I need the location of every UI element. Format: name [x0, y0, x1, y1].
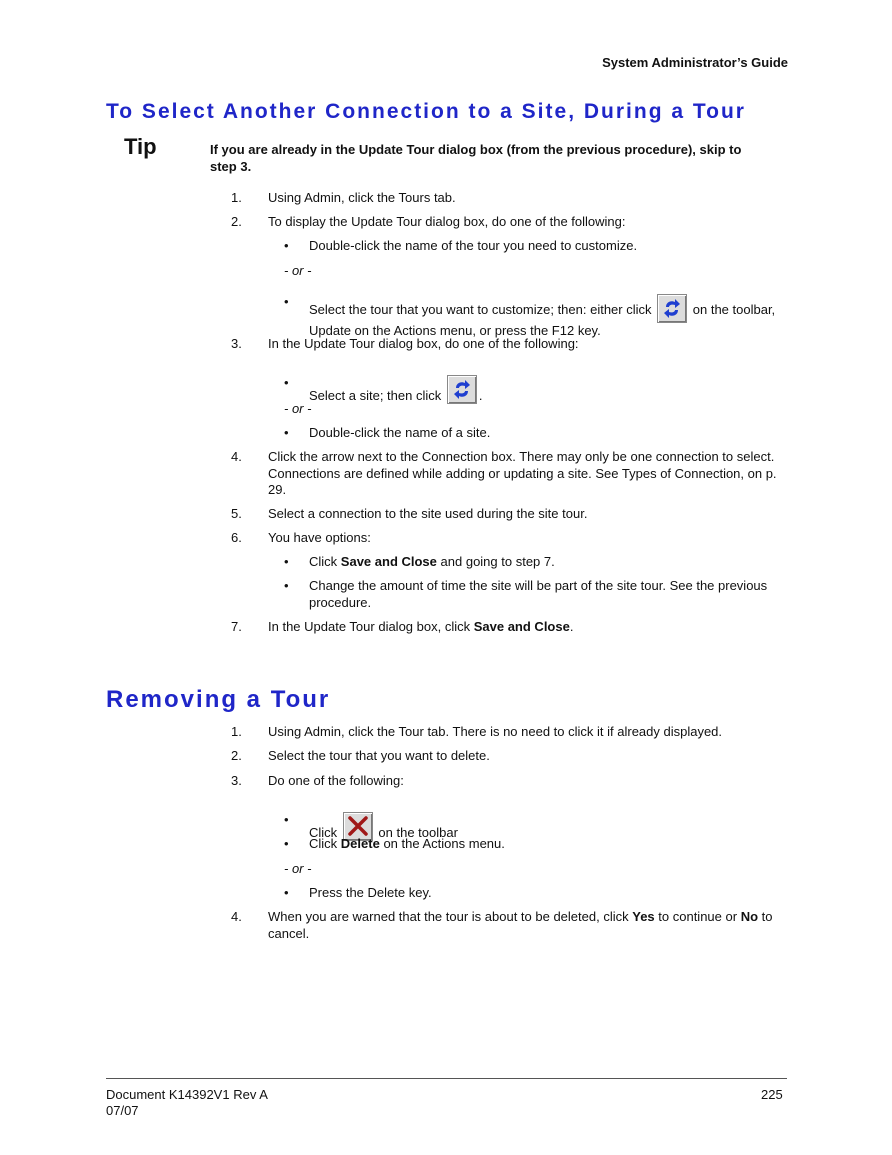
step-number: 1. — [231, 724, 242, 739]
tip-text: If you are already in the Update Tour dialog box (from the previous procedure), skip to step 3. — [210, 142, 742, 174]
step-text: In the Update Tour dialog box, do one of the following: — [268, 336, 579, 351]
bullet-dot: • — [284, 294, 289, 309]
bullet-text: Change the amount of time the site will be part of the site tour. See the previous procedure. — [309, 578, 768, 610]
step-text: You have options: — [268, 530, 371, 545]
bullet-text: Double-click the name of a site. — [309, 425, 491, 440]
or-separator: - or - — [284, 263, 312, 278]
bullet-text — [309, 375, 789, 405]
section-title-select-connection: To Select Another Connection to a Site, During a Tour — [106, 100, 746, 123]
update-icon — [657, 294, 687, 323]
step-text — [268, 909, 788, 942]
bullet-text-part: Select the tour that you want to customize; then: either click — [309, 302, 652, 317]
bullet-text-part: Click — [309, 836, 338, 851]
step-text-part: to cancel. — [268, 909, 773, 941]
bullet-text — [309, 294, 789, 340]
step-text: Select the tour that you want to delete. — [268, 748, 490, 763]
running-header: System Administrator’s Guide — [602, 55, 788, 70]
bullet-dot: • — [284, 554, 289, 569]
tip-label: Tip — [124, 134, 157, 159]
step-text-part: In the Update Tour dialog box, click — [268, 619, 471, 634]
step-text-bold: Save and Close — [473, 619, 570, 634]
step-text: Select a connection to the site used during the site tour. — [268, 506, 588, 521]
bullet-dot: • — [284, 812, 289, 827]
bullet-text-bold: Save and Close — [340, 554, 437, 569]
bullet-dot: • — [284, 425, 289, 440]
bullet-text-part: Select a site; then click — [309, 388, 442, 403]
document-date: 07/07 — [106, 1103, 139, 1118]
step-text-part: . — [569, 619, 574, 634]
step-number: 6. — [231, 530, 242, 545]
step-number: 7. — [231, 619, 242, 634]
bullet-text — [309, 554, 789, 571]
bullet-dot: • — [284, 836, 289, 851]
step-text: To display the Update Tour dialog box, do one of the following: — [268, 214, 626, 229]
or-separator: - or - — [284, 401, 312, 416]
bullet-text-part: on the toolbar — [378, 825, 458, 840]
bullet-dot: • — [284, 885, 289, 900]
page-number: 225 — [761, 1087, 783, 1102]
step-text-bold: No — [740, 909, 759, 924]
bullet-text-part: on the toolbar, Update on the Actions menu, or press the F12 key. — [309, 302, 776, 338]
bullet-text: Double-click the name of the tour you need to customize. — [309, 238, 638, 253]
section-title-removing-tour: Removing a Tour — [106, 686, 331, 713]
step-text: Do one of the following: — [268, 773, 404, 788]
step-number: 2. — [231, 214, 242, 229]
bullet-text-part: . — [478, 388, 483, 403]
step-number: 3. — [231, 773, 242, 788]
footer-divider — [106, 1078, 787, 1079]
bullet-dot: • — [284, 578, 289, 593]
bullet-text: Press the Delete key. — [309, 885, 432, 900]
bullet-text-part: Click — [309, 825, 338, 840]
bullet-text-part: and going to step 7. — [440, 554, 555, 569]
document-number: Document K14392V1 Rev A — [106, 1087, 268, 1102]
step-text: Using Admin, click the Tour tab. There is no need to click it if already displayed. — [268, 724, 723, 739]
step-number: 4. — [231, 909, 242, 924]
update-icon — [447, 375, 477, 404]
bullet-text-part: Click — [309, 554, 338, 569]
step-number: 5. — [231, 506, 242, 521]
step-text — [268, 619, 788, 636]
bullet-text — [309, 836, 789, 853]
step-number: 3. — [231, 336, 242, 351]
or-separator: - or - — [284, 861, 312, 876]
step-text: Using Admin, click the Tours tab. — [268, 190, 456, 205]
step-text-part: When you are warned that the tour is about to be deleted, click — [268, 909, 629, 924]
bullet-dot: • — [284, 238, 289, 253]
footer-left — [106, 1087, 268, 1119]
step-number: 1. — [231, 190, 242, 205]
bullet-dot: • — [284, 375, 289, 390]
step-number: 4. — [231, 449, 242, 464]
bullet-text-bold: Delete — [340, 836, 380, 851]
step-number: 2. — [231, 748, 242, 763]
step-text-bold: Yes — [632, 909, 655, 924]
step-text: Click the arrow next to the Connection box. There may only be one connection to select. Connections are defined while adding or updating a site. See Types of Connection, on p. 29. — [268, 449, 777, 497]
step-text-part: to continue or — [658, 909, 738, 924]
bullet-text-part: on the Actions menu. — [383, 836, 505, 851]
